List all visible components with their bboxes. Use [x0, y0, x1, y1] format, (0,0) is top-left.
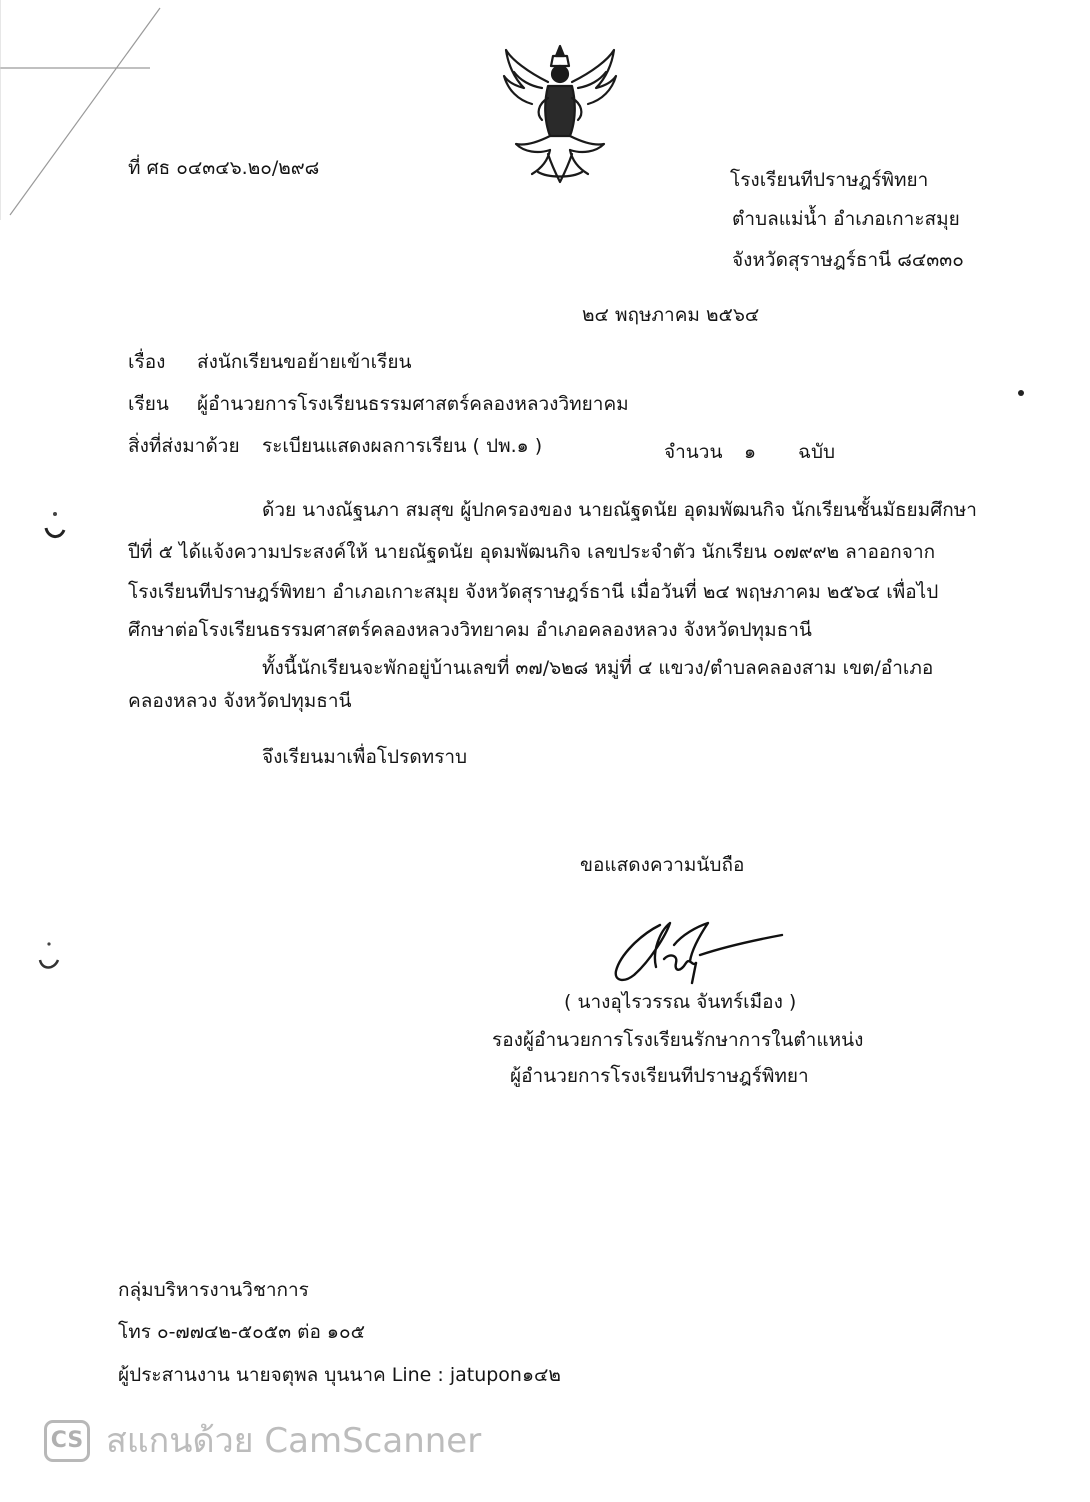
signatory-name: ( นางอุไรวรรณ จันทร์เมือง ) [564, 991, 797, 1013]
document-number: ที่ ศธ ๐๔๓๔๖.๒๐/๒๙๘ [128, 157, 320, 179]
body-line: โรงเรียนทีปราษฎร์พิทยา อำเภอเกาะสมุย จังหวัดสุราษฎร์ธานี เมื่อวันที่ ๒๔ พฤษภาคม ๒๕๖๔ เพื่อไป [128, 581, 939, 603]
garuda-emblem-icon [498, 42, 622, 186]
camscanner-logo-icon: CS [44, 1420, 90, 1462]
subject-label: เรื่อง [128, 351, 166, 373]
folded-corner-lines [0, 0, 180, 220]
handwritten-signature [600, 905, 800, 995]
body-line: ปีที่ ๕ ได้แจ้งความประสงค์ให้ นายณัฐดนัย อุดมพัฒนกิจ เลขประจำตัว นักเรียน ๐๗๙๙๒ ลาออกจาก [128, 541, 936, 563]
punch-mark-bottom [34, 938, 64, 978]
enclosure-text: ระเบียนแสดงผลการเรียน ( ปพ.๑ ) [262, 435, 543, 457]
body-line: คลองหลวง จังหวัดปทุมธานี [128, 690, 352, 712]
subject-text: ส่งนักเรียนขอย้ายเข้าเรียน [197, 351, 412, 373]
school-address-line1: ตำบลแม่น้ำ อำเภอเกาะสมุย [732, 208, 960, 230]
footer-phone: โทร ๐-๗๗๔๒-๕๐๕๓ ต่อ ๑๐๕ [118, 1321, 365, 1343]
recipient-label: เรียน [128, 393, 169, 415]
footer-coordinator: ผู้ประสานงาน นายจตุพล บุนนาค Line : jatupon๑๔๒ [118, 1364, 561, 1386]
punch-mark-top [40, 508, 70, 548]
body-line: ด้วย นางณัฐนภา สมสุข ผู้ปกครองของ นายณัฐดนัย อุดมพัฒนกิจ นักเรียนชั้นมัธยมศึกษา [262, 499, 977, 521]
closing-line: จึงเรียนมาเพื่อโปรดทราบ [262, 746, 468, 768]
footer-department: กลุ่มบริหารงานวิชาการ [118, 1279, 309, 1301]
enclosure-unit: ฉบับ [798, 441, 836, 463]
signatory-position-line2: ผู้อำนวยการโรงเรียนทีปราษฎร์พิทยา [510, 1065, 809, 1087]
document-date: ๒๔ พฤษภาคม ๒๕๖๔ [582, 304, 760, 326]
enclosure-qty-label: จำนวน [664, 441, 723, 463]
enclosure-label: สิ่งที่ส่งมาด้วย [128, 435, 240, 457]
recipient-text: ผู้อำนวยการโรงเรียนธรรมศาสตร์คลองหลวงวิทยาคม [197, 393, 629, 415]
school-name: โรงเรียนทีปราษฎร์พิทยา [730, 169, 929, 191]
regards-text: ขอแสดงความนับถือ [580, 854, 745, 876]
body-line: ทั้งนี้นักเรียนจะพักอยู่บ้านเลขที่ ๓๗/๖๒๘ หมู่ที่ ๔ แขวง/ตำบลคลองสาม เขต/อำเภอ [262, 657, 934, 679]
camscanner-watermark-text: สแกนด้วย CamScanner [106, 1421, 482, 1461]
ink-dot [1016, 388, 1026, 398]
enclosure-qty: ๑ [744, 441, 757, 463]
signatory-position-line1: รองผู้อำนวยการโรงเรียนรักษาการในตำแหน่ง [492, 1029, 864, 1051]
body-line: ศึกษาต่อโรงเรียนธรรมศาสตร์คลองหลวงวิทยาคม อำเภอคลองหลวง จังหวัดปทุมธานี [128, 619, 812, 641]
school-address-line2: จังหวัดสุราษฎร์ธานี ๘๔๓๓๐ [732, 249, 964, 271]
